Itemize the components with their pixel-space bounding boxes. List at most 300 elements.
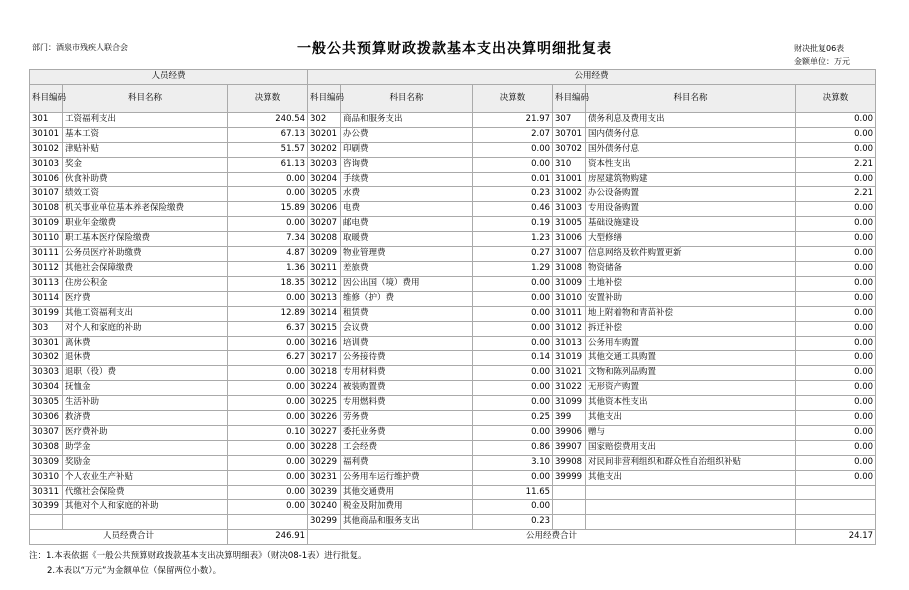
col-code: 科目编码 (553, 84, 586, 112)
public-b-code-cell: 31002 (553, 187, 586, 202)
personnel-name-cell: 职工基本医疗保险缴费 (63, 232, 228, 247)
personnel-code-cell: 30109 (30, 217, 63, 232)
public-a-amount-cell: 3.10 (473, 455, 553, 470)
public-b-amount-cell: 0.00 (796, 112, 876, 127)
public-a-amount-cell: 0.00 (473, 500, 553, 515)
public-a-name-cell: 其他交通费用 (341, 485, 473, 500)
public-b-amount-cell: 0.00 (796, 366, 876, 381)
public-a-name-cell: 商品和服务支出 (341, 112, 473, 127)
table-row (30, 127, 876, 142)
public-a-name-cell: 委托业务费 (341, 425, 473, 440)
public-b-code-cell: 39908 (553, 455, 586, 470)
public-a-name-cell: 印刷费 (341, 142, 473, 157)
table-row (30, 261, 876, 276)
table-row (30, 306, 876, 321)
public-a-name-cell: 被装购置费 (341, 381, 473, 396)
public-b-name-cell: 其他交通工具购置 (586, 351, 796, 366)
personnel-code-cell: 30111 (30, 247, 63, 262)
public-a-code-cell: 30215 (308, 321, 341, 336)
public-b-amount-cell: 0.00 (796, 202, 876, 217)
public-a-amount-cell: 0.00 (473, 276, 553, 291)
personnel-total-label: 人员经费合计 (30, 530, 228, 545)
personnel-code-cell: 30305 (30, 396, 63, 411)
personnel-name-cell: 退职（役）费 (63, 366, 228, 381)
public-a-name-cell: 专用燃料费 (341, 396, 473, 411)
public-a-amount-cell: 0.00 (473, 157, 553, 172)
personnel-name-cell: 对个人和家庭的补助 (63, 321, 228, 336)
personnel-amount-cell: 0.00 (228, 172, 308, 187)
public-a-code-cell: 30239 (308, 485, 341, 500)
public-b-amount-cell: 0.00 (796, 291, 876, 306)
public-a-name-cell: 培训费 (341, 336, 473, 351)
personnel-amount-cell: 0.00 (228, 485, 308, 500)
personnel-code-cell: 30110 (30, 232, 63, 247)
public-b-code-cell: 31003 (553, 202, 586, 217)
public-b-amount-cell: 0.00 (796, 172, 876, 187)
public-b-code-cell: 399 (553, 411, 586, 426)
public-b-amount-cell: 0.00 (796, 381, 876, 396)
public-a-amount-cell: 0.23 (473, 515, 553, 530)
public-a-name-cell: 税金及附加费用 (341, 500, 473, 515)
public-b-code-cell (553, 500, 586, 515)
public-a-amount-cell: 1.23 (473, 232, 553, 247)
personnel-name-cell: 职业年金缴费 (63, 217, 228, 232)
personnel-amount-cell: 4.87 (228, 247, 308, 262)
personnel-amount-cell: 0.00 (228, 455, 308, 470)
public-b-code-cell: 30701 (553, 127, 586, 142)
personnel-name-cell: 奖励金 (63, 455, 228, 470)
public-b-code-cell: 307 (553, 112, 586, 127)
section-public: 公用经费 (308, 70, 876, 85)
public-b-amount-cell: 0.00 (796, 351, 876, 366)
personnel-amount-cell: 1.36 (228, 261, 308, 276)
public-a-amount-cell: 0.27 (473, 247, 553, 262)
public-b-code-cell: 31001 (553, 172, 586, 187)
public-a-code-cell: 30208 (308, 232, 341, 247)
public-a-name-cell: 工会经费 (341, 440, 473, 455)
public-a-code-cell: 30204 (308, 172, 341, 187)
table-row (30, 366, 876, 381)
public-b-code-cell: 31008 (553, 261, 586, 276)
public-a-amount-cell: 0.00 (473, 396, 553, 411)
personnel-amount-cell: 0.00 (228, 187, 308, 202)
personnel-code-cell: 30307 (30, 425, 63, 440)
personnel-amount-cell: 0.00 (228, 291, 308, 306)
note-line-1: 注：1.本表依据《一般公共预算财政拨款基本支出决算明细表》（财决08-1表）进行批复。 (29, 551, 367, 561)
public-a-code-cell: 30224 (308, 381, 341, 396)
col-amount: 决算数 (228, 84, 308, 112)
col-amount: 决算数 (796, 84, 876, 112)
table-row (30, 381, 876, 396)
table-row (30, 202, 876, 217)
expenditure-table (29, 69, 876, 545)
public-b-code-cell: 31013 (553, 336, 586, 351)
public-b-name-cell: 基础设施建设 (586, 217, 796, 232)
public-a-code-cell: 30211 (308, 261, 341, 276)
public-b-code-cell: 310 (553, 157, 586, 172)
table-row (30, 455, 876, 470)
table-row (30, 217, 876, 232)
public-a-code-cell: 30229 (308, 455, 341, 470)
table-row (30, 515, 876, 530)
table-row (30, 351, 876, 366)
public-a-code-cell: 30209 (308, 247, 341, 262)
personnel-name-cell: 其他工资福利支出 (63, 306, 228, 321)
personnel-name-cell: 退休费 (63, 351, 228, 366)
public-a-name-cell: 差旅费 (341, 261, 473, 276)
public-b-name-cell: 办公设备购置 (586, 187, 796, 202)
public-a-code-cell: 30201 (308, 127, 341, 142)
section-header-row (30, 70, 876, 85)
public-a-name-cell: 专用材料费 (341, 366, 473, 381)
personnel-name-cell: 机关事业单位基本养老保险缴费 (63, 202, 228, 217)
public-b-name-cell: 大型修缮 (586, 232, 796, 247)
public-b-name-cell: 其他资本性支出 (586, 396, 796, 411)
table-row (30, 470, 876, 485)
personnel-amount-cell: 0.00 (228, 381, 308, 396)
public-b-amount-cell: 0.00 (796, 127, 876, 142)
public-b-amount-cell: 0.00 (796, 321, 876, 336)
public-b-name-cell: 无形资产购置 (586, 381, 796, 396)
col-amount: 决算数 (473, 84, 553, 112)
personnel-name-cell: 个人农业生产补贴 (63, 470, 228, 485)
public-a-amount-cell: 0.23 (473, 187, 553, 202)
public-b-name-cell: 安置补助 (586, 291, 796, 306)
public-b-code-cell: 39906 (553, 425, 586, 440)
public-a-name-cell: 手续费 (341, 172, 473, 187)
public-a-name-cell: 会议费 (341, 321, 473, 336)
unit-label: 金额单位：万元 (794, 57, 850, 66)
personnel-amount-cell: 0.00 (228, 500, 308, 515)
personnel-name-cell: 其他对个人和家庭的补助 (63, 500, 228, 515)
public-a-code-cell: 30225 (308, 396, 341, 411)
public-b-code-cell: 31022 (553, 381, 586, 396)
personnel-name-cell: 公务员医疗补助缴费 (63, 247, 228, 262)
public-a-code-cell: 30227 (308, 425, 341, 440)
public-a-name-cell: 福利费 (341, 455, 473, 470)
public-b-amount-cell: 0.00 (796, 396, 876, 411)
column-header-row (30, 84, 876, 112)
public-total-amount: 24.17 (796, 530, 876, 545)
personnel-amount-cell: 12.89 (228, 306, 308, 321)
public-a-name-cell: 公务接待费 (341, 351, 473, 366)
public-a-code-cell: 30240 (308, 500, 341, 515)
public-b-name-cell: 其他支出 (586, 411, 796, 426)
table-row (30, 172, 876, 187)
personnel-code-cell: 30304 (30, 381, 63, 396)
public-a-amount-cell: 0.86 (473, 440, 553, 455)
personnel-code-cell: 30301 (30, 336, 63, 351)
personnel-name-cell: 生活补助 (63, 396, 228, 411)
public-b-name-cell: 拆迁补偿 (586, 321, 796, 336)
public-b-amount-cell (796, 500, 876, 515)
public-b-name-cell: 土地补偿 (586, 276, 796, 291)
col-name: 科目名称 (341, 84, 473, 112)
personnel-code-cell: 30309 (30, 455, 63, 470)
public-a-code-cell: 30217 (308, 351, 341, 366)
table-row (30, 112, 876, 127)
public-b-name-cell (586, 515, 796, 530)
public-b-code-cell: 31019 (553, 351, 586, 366)
public-total-label: 公用经费合计 (308, 530, 796, 545)
public-b-amount-cell: 0.00 (796, 261, 876, 276)
public-a-amount-cell: 0.14 (473, 351, 553, 366)
col-name: 科目名称 (63, 84, 228, 112)
public-a-name-cell: 其他商品和服务支出 (341, 515, 473, 530)
public-a-name-cell: 咨询费 (341, 157, 473, 172)
personnel-code-cell: 30113 (30, 276, 63, 291)
public-a-name-cell: 物业管理费 (341, 247, 473, 262)
public-b-name-cell: 其他支出 (586, 470, 796, 485)
public-b-name-cell: 对民间非营利组织和群众性自治组织补贴 (586, 455, 796, 470)
public-b-amount-cell (796, 515, 876, 530)
personnel-code-cell: 30108 (30, 202, 63, 217)
public-b-name-cell: 债务利息及费用支出 (586, 112, 796, 127)
public-b-code-cell: 31012 (553, 321, 586, 336)
public-b-amount-cell: 0.00 (796, 425, 876, 440)
public-b-amount-cell: 0.00 (796, 411, 876, 426)
public-b-code-cell: 30702 (553, 142, 586, 157)
public-a-amount-cell: 0.46 (473, 202, 553, 217)
table-row (30, 276, 876, 291)
public-b-name-cell: 赠与 (586, 425, 796, 440)
table-row (30, 396, 876, 411)
public-b-name-cell: 国家赔偿费用支出 (586, 440, 796, 455)
public-a-code-cell: 30231 (308, 470, 341, 485)
personnel-name-cell: 代缴社会保险费 (63, 485, 228, 500)
personnel-name-cell: 津贴补贴 (63, 142, 228, 157)
public-a-name-cell: 取暖费 (341, 232, 473, 247)
col-name: 科目名称 (586, 84, 796, 112)
public-a-code-cell: 30202 (308, 142, 341, 157)
personnel-amount-cell: 6.37 (228, 321, 308, 336)
totals-row (30, 530, 876, 545)
public-a-amount-cell: 0.00 (473, 470, 553, 485)
personnel-amount-cell (228, 515, 308, 530)
personnel-name-cell: 住房公积金 (63, 276, 228, 291)
public-b-name-cell: 专用设备购置 (586, 202, 796, 217)
personnel-amount-cell: 0.00 (228, 217, 308, 232)
public-b-amount-cell: 0.00 (796, 455, 876, 470)
personnel-total-amount: 246.91 (228, 530, 308, 545)
public-a-name-cell: 办公费 (341, 127, 473, 142)
public-b-code-cell: 31006 (553, 232, 586, 247)
personnel-code-cell: 30114 (30, 291, 63, 306)
public-b-amount-cell: 0.00 (796, 470, 876, 485)
public-a-name-cell: 租赁费 (341, 306, 473, 321)
personnel-amount-cell: 0.00 (228, 336, 308, 351)
personnel-name-cell: 其他社会保障缴费 (63, 261, 228, 276)
personnel-code-cell: 30306 (30, 411, 63, 426)
public-a-code-cell: 30212 (308, 276, 341, 291)
personnel-amount-cell: 6.27 (228, 351, 308, 366)
public-b-amount-cell: 0.00 (796, 276, 876, 291)
public-b-name-cell: 公务用车购置 (586, 336, 796, 351)
section-personnel: 人员经费 (30, 70, 308, 85)
personnel-code-cell: 301 (30, 112, 63, 127)
public-b-code-cell: 31007 (553, 247, 586, 262)
table-row (30, 336, 876, 351)
public-a-amount-cell: 0.00 (473, 142, 553, 157)
personnel-name-cell: 绩效工资 (63, 187, 228, 202)
public-b-amount-cell: 0.00 (796, 232, 876, 247)
public-b-name-cell (586, 500, 796, 515)
personnel-code-cell: 30107 (30, 187, 63, 202)
personnel-name-cell: 伙食补助费 (63, 172, 228, 187)
public-b-name-cell: 房屋建筑物购建 (586, 172, 796, 187)
col-code: 科目编码 (308, 84, 341, 112)
public-b-name-cell: 地上附着物和青苗补偿 (586, 306, 796, 321)
report-title: 一般公共预算财政拨款基本支出决算明细批复表 (297, 41, 612, 57)
public-b-code-cell (553, 485, 586, 500)
public-a-name-cell: 电费 (341, 202, 473, 217)
public-b-code-cell: 31009 (553, 276, 586, 291)
public-a-code-cell: 30214 (308, 306, 341, 321)
table-row (30, 157, 876, 172)
personnel-amount-cell: 67.13 (228, 127, 308, 142)
public-a-code-cell: 30206 (308, 202, 341, 217)
public-b-name-cell (586, 485, 796, 500)
public-a-amount-cell: 0.00 (473, 336, 553, 351)
personnel-amount-cell: 7.34 (228, 232, 308, 247)
public-b-code-cell: 39907 (553, 440, 586, 455)
table-row (30, 321, 876, 336)
table-row (30, 411, 876, 426)
public-b-amount-cell: 0.00 (796, 217, 876, 232)
personnel-name-cell: 基本工资 (63, 127, 228, 142)
public-a-code-cell: 30205 (308, 187, 341, 202)
note-line-2: 2.本表以“万元”为金额单位（保留两位小数）。 (47, 566, 222, 576)
public-b-name-cell: 国内债务付息 (586, 127, 796, 142)
public-b-amount-cell: 0.00 (796, 306, 876, 321)
personnel-amount-cell: 0.00 (228, 411, 308, 426)
personnel-code-cell: 30308 (30, 440, 63, 455)
personnel-name-cell: 助学金 (63, 440, 228, 455)
personnel-code-cell: 30103 (30, 157, 63, 172)
public-b-amount-cell: 2.21 (796, 187, 876, 202)
public-b-name-cell: 文物和陈列品购置 (586, 366, 796, 381)
public-a-name-cell: 水费 (341, 187, 473, 202)
public-b-code-cell: 31099 (553, 396, 586, 411)
col-code: 科目编码 (30, 84, 63, 112)
public-b-code-cell: 31010 (553, 291, 586, 306)
table-row (30, 440, 876, 455)
personnel-name-cell: 离休费 (63, 336, 228, 351)
public-b-name-cell: 物资储备 (586, 261, 796, 276)
public-a-amount-cell: 0.01 (473, 172, 553, 187)
personnel-amount-cell: 0.00 (228, 366, 308, 381)
table-row (30, 291, 876, 306)
public-b-amount-cell: 0.00 (796, 336, 876, 351)
personnel-code-cell: 303 (30, 321, 63, 336)
public-a-amount-cell: 2.07 (473, 127, 553, 142)
personnel-code-cell: 30112 (30, 261, 63, 276)
public-a-amount-cell: 0.00 (473, 291, 553, 306)
public-b-name-cell: 资本性支出 (586, 157, 796, 172)
personnel-name-cell (63, 515, 228, 530)
personnel-amount-cell: 51.57 (228, 142, 308, 157)
personnel-amount-cell: 15.89 (228, 202, 308, 217)
personnel-amount-cell: 0.00 (228, 470, 308, 485)
public-a-code-cell: 30203 (308, 157, 341, 172)
table-row (30, 425, 876, 440)
table-row (30, 247, 876, 262)
table-row (30, 232, 876, 247)
personnel-name-cell: 医疗费 (63, 291, 228, 306)
personnel-code-cell: 30303 (30, 366, 63, 381)
public-a-amount-cell: 0.00 (473, 306, 553, 321)
personnel-code-cell: 30311 (30, 485, 63, 500)
public-a-code-cell: 30207 (308, 217, 341, 232)
public-a-amount-cell: 0.25 (473, 411, 553, 426)
public-a-name-cell: 邮电费 (341, 217, 473, 232)
public-a-code-cell: 30213 (308, 291, 341, 306)
public-a-code-cell: 30216 (308, 336, 341, 351)
public-b-code-cell: 31021 (553, 366, 586, 381)
public-b-amount-cell: 2.21 (796, 157, 876, 172)
table-row (30, 142, 876, 157)
form-code-label: 财决批复06表 (794, 44, 845, 53)
public-a-amount-cell: 0.00 (473, 366, 553, 381)
public-a-amount-cell: 0.00 (473, 381, 553, 396)
personnel-amount-cell: 61.13 (228, 157, 308, 172)
public-b-name-cell: 信息网络及软件购置更新 (586, 247, 796, 262)
public-a-amount-cell: 0.19 (473, 217, 553, 232)
personnel-amount-cell: 0.00 (228, 396, 308, 411)
personnel-code-cell: 30106 (30, 172, 63, 187)
public-a-name-cell: 维修（护）费 (341, 291, 473, 306)
personnel-code-cell: 30399 (30, 500, 63, 515)
public-b-amount-cell (796, 485, 876, 500)
public-a-amount-cell: 1.29 (473, 261, 553, 276)
public-a-name-cell: 因公出国（境）费用 (341, 276, 473, 291)
personnel-name-cell: 医疗费补助 (63, 425, 228, 440)
public-b-amount-cell: 0.00 (796, 247, 876, 262)
personnel-amount-cell: 0.00 (228, 440, 308, 455)
personnel-code-cell: 30101 (30, 127, 63, 142)
personnel-name-cell: 奖金 (63, 157, 228, 172)
public-a-name-cell: 劳务费 (341, 411, 473, 426)
public-a-code-cell: 30226 (308, 411, 341, 426)
personnel-amount-cell: 0.10 (228, 425, 308, 440)
personnel-code-cell: 30302 (30, 351, 63, 366)
public-b-code-cell: 39999 (553, 470, 586, 485)
personnel-name-cell: 救济费 (63, 411, 228, 426)
public-a-code-cell: 302 (308, 112, 341, 127)
public-b-code-cell: 31011 (553, 306, 586, 321)
personnel-amount-cell: 240.54 (228, 112, 308, 127)
public-a-code-cell: 30218 (308, 366, 341, 381)
department-label: 部门：酒泉市残疾人联合会 (32, 43, 128, 52)
public-b-code-cell: 31005 (553, 217, 586, 232)
public-a-amount-cell: 0.00 (473, 321, 553, 336)
public-b-amount-cell: 0.00 (796, 142, 876, 157)
public-a-code-cell: 30228 (308, 440, 341, 455)
public-a-amount-cell: 21.97 (473, 112, 553, 127)
public-a-amount-cell: 11.65 (473, 485, 553, 500)
public-a-amount-cell: 0.00 (473, 425, 553, 440)
personnel-code-cell: 30310 (30, 470, 63, 485)
public-b-name-cell: 国外债务付息 (586, 142, 796, 157)
personnel-code-cell: 30199 (30, 306, 63, 321)
table-row (30, 187, 876, 202)
public-a-name-cell: 公务用车运行维护费 (341, 470, 473, 485)
personnel-code-cell: 30102 (30, 142, 63, 157)
personnel-code-cell (30, 515, 63, 530)
personnel-name-cell: 工资福利支出 (63, 112, 228, 127)
personnel-amount-cell: 18.35 (228, 276, 308, 291)
table-row (30, 485, 876, 500)
